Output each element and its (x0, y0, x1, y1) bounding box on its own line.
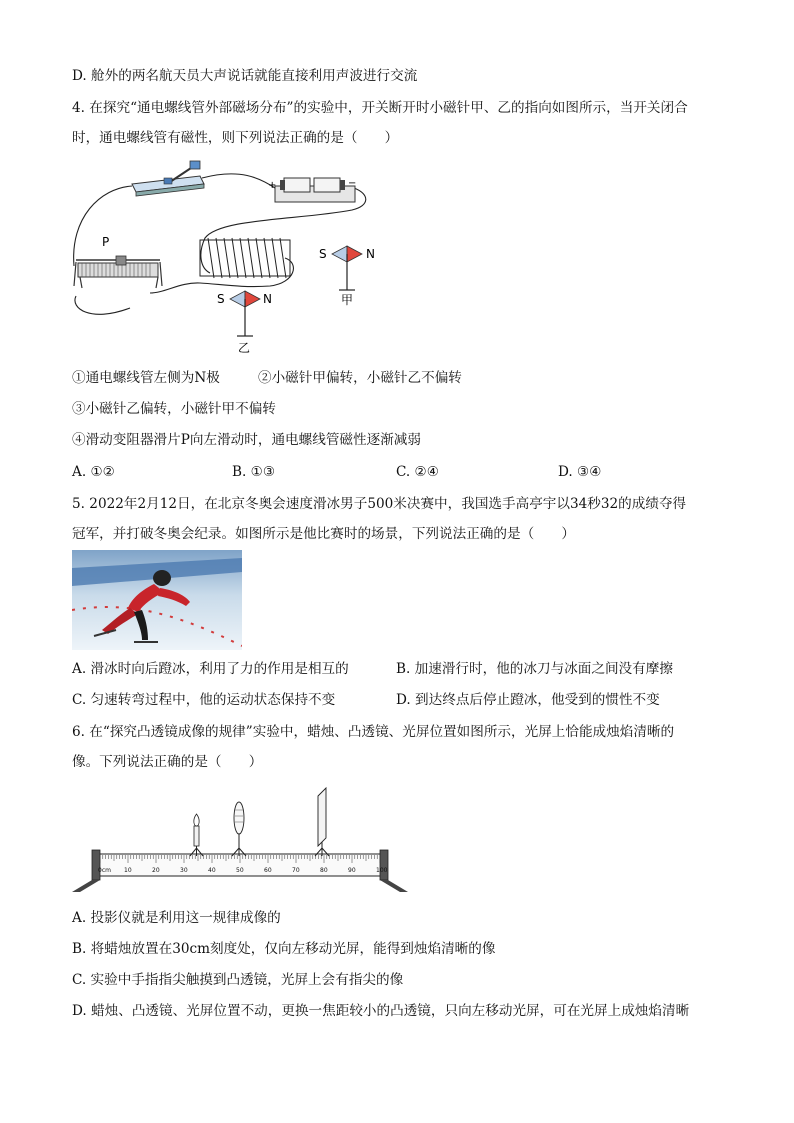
optical-bench-figure (70, 784, 410, 896)
bench-tick-label: 80 (320, 867, 328, 874)
q4-statement-4: ④滑动变阻器滑片P向左滑动时，通电螺线管磁性逐渐减弱 (72, 432, 421, 448)
q5-stem-line2: 冠军，并打破冬奥会纪录。如图所示是他比赛时的场景，下列说法正确的是（ ） (72, 526, 575, 542)
bench-tick-label: 30 (180, 867, 188, 874)
q6-option-c[interactable]: C. 实验中手指指尖触摸到凸透镜，光屏上会有指尖的像 (72, 972, 404, 988)
speed-skater-photo (72, 550, 242, 650)
rheostat-p-label: P (102, 235, 110, 249)
q4-statement-3: ③小磁针乙偏转，小磁针甲不偏转 (72, 401, 276, 417)
needle-yi-name: 乙 (238, 341, 251, 355)
q5-option-d[interactable]: D. 到达终点后停止蹬冰，他受到的惯性不变 (396, 692, 660, 708)
q6-stem-line2: 像。下列说法正确的是（ ） (72, 754, 263, 770)
q6-option-b[interactable]: B. 将蜡烛放置在30cm刻度处，仅向左移动光屏，能得到烛焰清晰的像 (72, 941, 496, 957)
battery-minus: − (348, 178, 357, 189)
solenoid-icon (200, 238, 290, 278)
q5-option-c[interactable]: C. 匀速转弯过程中，他的运动状态保持不变 (72, 692, 336, 708)
q4-statement-2: ②小磁针甲偏转，小磁针乙不偏转 (258, 370, 462, 386)
bench-tick-label: 20 (152, 867, 160, 874)
candle-icon (190, 814, 203, 856)
q4-circuit-figure (70, 158, 390, 358)
needle-yi-s: S (217, 292, 225, 306)
convex-lens-icon (232, 802, 246, 856)
q4-stem-line1: 4. 在探究“通电螺线管外部磁场分布”的实验中，开关断开时小磁针甲、乙的指向如图所示，当开关闭合 (72, 100, 688, 116)
compass-needle-yi-icon (230, 291, 260, 336)
q5-option-a[interactable]: A. 滑冰时向后蹬冰，利用了力的作用是相互的 (72, 661, 349, 677)
needle-yi-n: N (263, 292, 272, 306)
q4-option-b[interactable]: B. ①③ (232, 464, 276, 480)
q4-option-a[interactable]: A. ①② (72, 464, 115, 480)
q5-option-b[interactable]: B. 加速滑行时，他的冰刀与冰面之间没有摩擦 (396, 661, 673, 677)
q6-option-d[interactable]: D. 蜡烛、凸透镜、光屏位置不动，更换一焦距较小的凸透镜，只向左移动光屏，可在光屏上成烛焰清晰 (72, 1003, 690, 1019)
q4-option-d[interactable]: D. ③④ (558, 464, 602, 480)
q3-option-d: D. 舱外的两名航天员大声说话就能直接利用声波进行交流 (72, 68, 418, 84)
bench-tick-label: 50 (236, 867, 244, 874)
q4-option-c[interactable]: C. ②④ (396, 464, 439, 480)
q4-statement-1: ①通电螺线管左侧为N极 (72, 370, 220, 386)
bench-tick-label: 70 (292, 867, 300, 874)
bench-tick-label: 100 (376, 867, 388, 874)
rheostat-icon (74, 256, 162, 288)
battery-plus: + (268, 180, 277, 191)
q5-stem-line1: 5. 2022年2月12日，在北京冬奥会速度滑冰男子500米决赛中，我国选手高亭宇以34秒32的成绩夺得 (72, 496, 687, 512)
q4-stem-line2: 时，通电螺线管有磁性，则下列说法正确的是（ ） (72, 130, 399, 146)
q6-stem-line1: 6. 在“探究凸透镜成像的规律”实验中，蜡烛、凸透镜、光屏位置如图所示，光屏上恰能成烛焰清晰的 (72, 724, 675, 740)
needle-jia-s: S (319, 247, 327, 261)
bench-tick-label: 60 (264, 867, 272, 874)
needle-jia-n: N (366, 247, 375, 261)
bench-tick-label: 40 (208, 867, 216, 874)
bench-tick-label: 90 (348, 867, 356, 874)
switch-icon (132, 161, 204, 196)
bench-tick-label: 0cm (98, 867, 111, 874)
light-screen-icon (315, 788, 329, 856)
q6-option-a[interactable]: A. 投影仪就是利用这一规律成像的 (72, 910, 281, 926)
bench-tick-label: 10 (124, 867, 132, 874)
needle-jia-name: 甲 (341, 293, 354, 307)
battery-icon (275, 178, 355, 202)
compass-needle-jia-icon (332, 246, 362, 290)
